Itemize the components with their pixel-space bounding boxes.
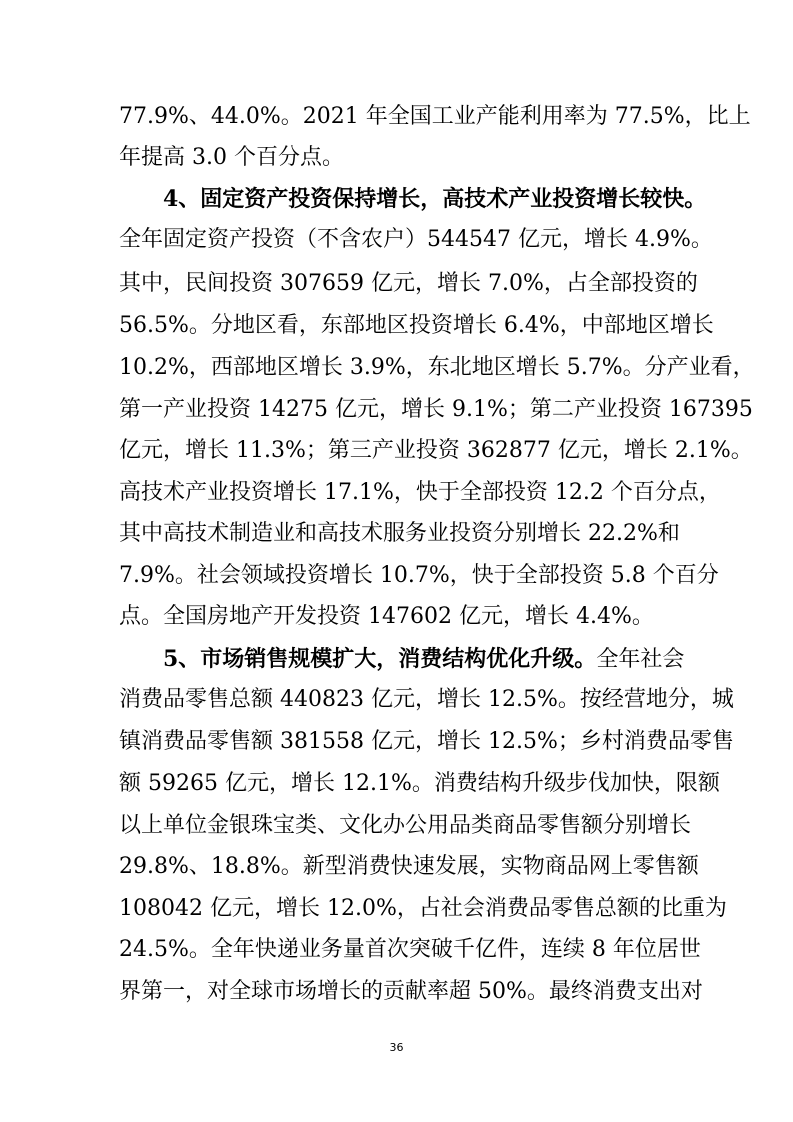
- text-line: 镇消费品零售额 381558 亿元，增长 12.5%；乡村消费品零售: [119, 729, 734, 754]
- text-line: 29.8%、18.8%。新型消费快速发展，实物商品网上零售额: [119, 854, 699, 879]
- text-line: 77.9%、44.0%。2021 年全国工业产能利用率为 77.5%，比上: [119, 104, 751, 129]
- text-line: 年提高 3.0 个百分点。: [119, 145, 344, 170]
- text-line: 全年固定资产投资（不含农户）544547 亿元，增长 4.9%。: [119, 227, 713, 252]
- text-line: 界第一，对全球市场增长的贡献率超 50%。最终消费支出对: [119, 979, 703, 1004]
- text-line: 高技术产业投资增长 17.1%，快于全部投资 12.2 个百分点，: [119, 480, 721, 505]
- text-line: 24.5%。全年快递业务量首次突破千亿件，连续 8 年位居世: [119, 937, 701, 962]
- section-heading: 5、市场销售规模扩大，消费结构优化升级。: [163, 646, 597, 672]
- text-line: 其中，民间投资 307659 亿元，增长 7.0%，占全部投资的: [119, 271, 698, 296]
- text-line: 7.9%。社会领域投资增长 10.7%，快于全部投资 5.8 个百分: [119, 563, 719, 588]
- heading-tail-text: 全年社会: [596, 647, 685, 672]
- text-line: 56.5%。分地区看，东部地区投资增长 6.4%，中部地区增长: [119, 313, 714, 338]
- text-line: 以上单位金银珠宝类、文化办公用品类商品零售额分别增长: [119, 813, 692, 838]
- text-line: 10.2%，西部地区增长 3.9%，东北地区增长 5.7%。分产业看，: [119, 355, 755, 380]
- text-line: 消费品零售总额 440823 亿元，增长 12.5%。按经营地分，城: [119, 687, 734, 712]
- text-line: 点。全国房地产开发投资 147602 亿元，增长 4.4%。: [119, 604, 654, 629]
- text-line: 第一产业投资 14275 亿元，增长 9.1%；第二产业投资 167395: [119, 397, 753, 422]
- text-line: 亿元，增长 11.3%；第三产业投资 362877 亿元，增长 2.1%。: [119, 438, 753, 463]
- page-number: 36: [389, 1041, 404, 1054]
- section-heading: 4、固定资产投资保持增长，高技术产业投资增长较快。: [163, 186, 707, 212]
- text-line: 108042 亿元，增长 12.0%，占社会消费品零售总额的比重为: [119, 896, 727, 921]
- text-line: 额 59265 亿元，增长 12.1%。消费结构升级步伐加快，限额: [119, 771, 720, 796]
- heading-line: [163, 639, 685, 679]
- text-line: 其中高技术制造业和高技术服务业投资分别增长 22.2%和: [119, 521, 680, 546]
